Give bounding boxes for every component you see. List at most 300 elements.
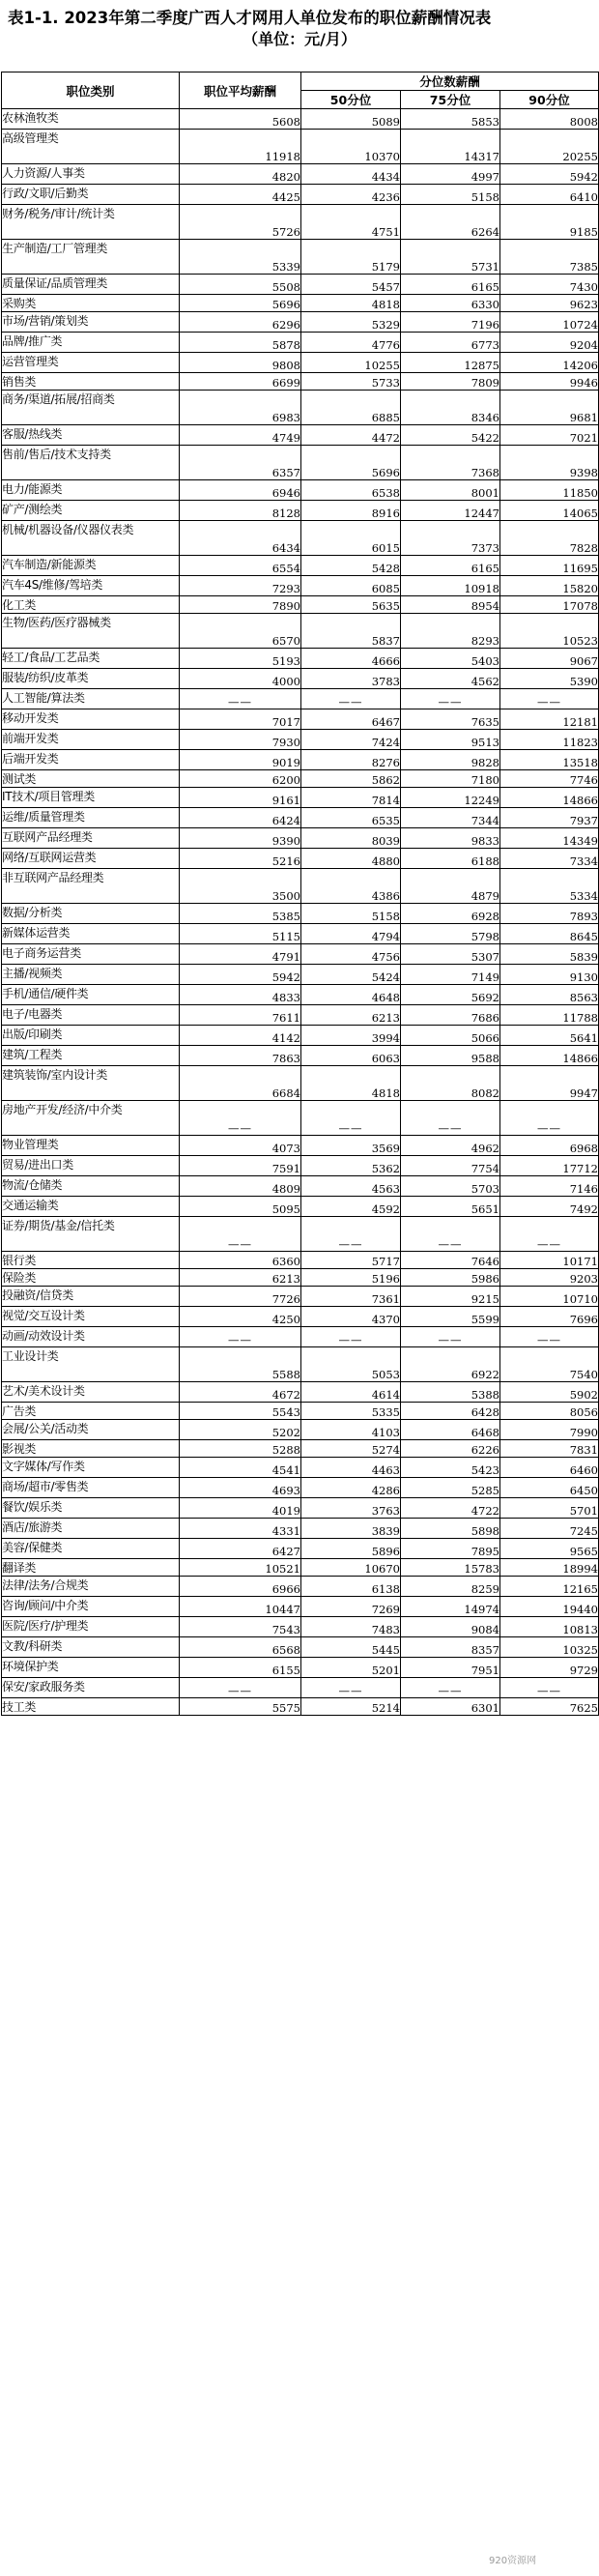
p50-cell: 3839	[301, 1519, 401, 1539]
category-cell: 交通运输类	[2, 1197, 180, 1217]
average-cell: 6434	[180, 521, 301, 556]
category-cell: 网络/互联网运营类	[2, 849, 180, 869]
category-cell: 技工类	[2, 1698, 180, 1716]
average-cell: 5942	[180, 965, 301, 985]
table-row	[2, 1420, 599, 1440]
table-row	[2, 1498, 599, 1519]
table-row	[2, 614, 599, 649]
average-cell: 6554	[180, 556, 301, 576]
average-cell: 6427	[180, 1539, 301, 1559]
p50-cell: 5635	[301, 596, 401, 614]
p75-cell: 7686	[401, 1005, 500, 1026]
p90-cell: 6450	[500, 1478, 599, 1498]
category-cell: 保险类	[2, 1269, 180, 1287]
category-cell: 人力资源/人事类	[2, 164, 180, 185]
category-cell: IT技术/项目管理类	[2, 788, 180, 808]
p75-cell: 6188	[401, 849, 500, 869]
p90-cell: 19440	[500, 1597, 599, 1617]
p90-cell: 7146	[500, 1176, 599, 1197]
category-cell: 化工类	[2, 596, 180, 614]
p75-cell: 5731	[401, 240, 500, 275]
average-cell: ——	[180, 1217, 301, 1252]
average-cell: 6155	[180, 1658, 301, 1678]
category-cell: 运维/质量管理类	[2, 808, 180, 828]
p75-cell: 5423	[401, 1458, 500, 1478]
p75-cell: 5986	[401, 1269, 500, 1287]
table-row	[2, 1617, 599, 1637]
p75-cell: 8001	[401, 480, 500, 501]
p50-cell: 5214	[301, 1698, 401, 1716]
p75-cell: 6428	[401, 1403, 500, 1420]
p75-cell: 6330	[401, 295, 500, 312]
p90-cell: 17712	[500, 1156, 599, 1176]
average-cell: 5608	[180, 109, 301, 130]
category-cell: 后端开发类	[2, 750, 180, 770]
table-body	[2, 109, 599, 1716]
p50-cell: 5837	[301, 614, 401, 649]
p50-cell: 4751	[301, 205, 401, 240]
average-cell: 4019	[180, 1498, 301, 1519]
average-cell: 5288	[180, 1440, 301, 1458]
p90-cell: 7828	[500, 521, 599, 556]
table-row	[2, 1458, 599, 1478]
p90-cell: 9729	[500, 1658, 599, 1678]
header-p50: 50分位	[301, 91, 401, 109]
category-cell: 人工智能/算法类	[2, 689, 180, 709]
table-row	[2, 1046, 599, 1066]
p75-cell: 5158	[401, 185, 500, 205]
p75-cell: 5798	[401, 924, 500, 944]
p50-cell: 5362	[301, 1156, 401, 1176]
p75-cell: 5651	[401, 1197, 500, 1217]
p50-cell: 5274	[301, 1440, 401, 1458]
p50-cell: 4818	[301, 1066, 401, 1101]
p75-cell: 6301	[401, 1698, 500, 1716]
p75-cell: 9833	[401, 828, 500, 849]
average-cell: ——	[180, 689, 301, 709]
header-average: 职位平均薪酬	[180, 72, 301, 109]
table-row	[2, 750, 599, 770]
average-cell: 5216	[180, 849, 301, 869]
category-cell: 影视类	[2, 1440, 180, 1458]
p75-cell: 14317	[401, 130, 500, 164]
p50-cell: 4434	[301, 164, 401, 185]
p75-cell: 12447	[401, 501, 500, 521]
header-category: 职位类别	[2, 72, 180, 109]
average-cell: 6213	[180, 1269, 301, 1287]
average-cell: 4000	[180, 669, 301, 689]
header-percentile-group: 分位数薪酬	[301, 72, 599, 91]
p90-cell: 9946	[500, 373, 599, 391]
table-row	[2, 295, 599, 312]
p90-cell: 9203	[500, 1269, 599, 1287]
average-cell: ——	[180, 1327, 301, 1347]
p50-cell: 4756	[301, 944, 401, 965]
p50-cell: 4614	[301, 1382, 401, 1403]
p90-cell: 14866	[500, 788, 599, 808]
p90-cell: 7937	[500, 808, 599, 828]
p50-cell: 7814	[301, 788, 401, 808]
category-cell: 高级管理类	[2, 130, 180, 164]
p75-cell: 7951	[401, 1658, 500, 1678]
p90-cell: 5902	[500, 1382, 599, 1403]
average-cell: 10521	[180, 1559, 301, 1577]
p75-cell: 7809	[401, 373, 500, 391]
p90-cell: 7893	[500, 904, 599, 924]
p90-cell: 5942	[500, 164, 599, 185]
category-cell: 建筑/工程类	[2, 1046, 180, 1066]
average-cell: 7293	[180, 576, 301, 596]
p50-cell: 5201	[301, 1658, 401, 1678]
category-cell: 轻工/食品/工艺品类	[2, 649, 180, 669]
p90-cell: 12181	[500, 709, 599, 730]
table-row	[2, 1066, 599, 1101]
p75-cell: 9513	[401, 730, 500, 750]
category-cell: 文教/科研类	[2, 1637, 180, 1658]
category-cell: 法律/法务/合规类	[2, 1577, 180, 1597]
table-row	[2, 869, 599, 904]
p90-cell: 11823	[500, 730, 599, 750]
p50-cell: 4648	[301, 985, 401, 1005]
p90-cell: 9623	[500, 295, 599, 312]
p75-cell: 5066	[401, 1026, 500, 1046]
category-cell: 售前/售后/技术支持类	[2, 446, 180, 480]
category-cell: 品牌/推广类	[2, 333, 180, 353]
category-cell: 商场/超市/零售类	[2, 1478, 180, 1498]
p50-cell: 4666	[301, 649, 401, 669]
table-row	[2, 1382, 599, 1403]
average-cell: 7611	[180, 1005, 301, 1026]
table-row	[2, 275, 599, 295]
category-cell: 咨询/顾问/中介类	[2, 1597, 180, 1617]
p50-cell: 6885	[301, 391, 401, 425]
table-row	[2, 446, 599, 480]
category-cell: 出版/印刷类	[2, 1026, 180, 1046]
p50-cell: 5335	[301, 1403, 401, 1420]
table-row	[2, 1519, 599, 1539]
p50-cell: 10670	[301, 1559, 401, 1577]
p75-cell: 9084	[401, 1617, 500, 1637]
p75-cell: 5422	[401, 425, 500, 446]
p75-cell: 4879	[401, 869, 500, 904]
p50-cell: 4286	[301, 1478, 401, 1498]
p75-cell: 7149	[401, 965, 500, 985]
category-cell: 物业管理类	[2, 1136, 180, 1156]
table-row	[2, 788, 599, 808]
p75-cell: 5403	[401, 649, 500, 669]
average-cell: 7890	[180, 596, 301, 614]
p90-cell: 9185	[500, 205, 599, 240]
table-row	[2, 1287, 599, 1307]
p90-cell: 10171	[500, 1252, 599, 1269]
p75-cell: 6468	[401, 1420, 500, 1440]
table-row	[2, 1478, 599, 1498]
p50-cell: 3783	[301, 669, 401, 689]
average-cell: 5588	[180, 1347, 301, 1382]
p75-cell: 8357	[401, 1637, 500, 1658]
p50-cell: 4592	[301, 1197, 401, 1217]
category-cell: 物流/仓储类	[2, 1176, 180, 1197]
p75-cell: 8259	[401, 1577, 500, 1597]
table-row	[2, 501, 599, 521]
p50-cell: 7269	[301, 1597, 401, 1617]
category-cell: 电力/能源类	[2, 480, 180, 501]
category-cell: 建筑装饰/室内设计类	[2, 1066, 180, 1101]
category-cell: 行政/文职/后勤类	[2, 185, 180, 205]
p75-cell: 4722	[401, 1498, 500, 1519]
p50-cell: 5445	[301, 1637, 401, 1658]
average-cell: 5696	[180, 295, 301, 312]
p50-cell: 5862	[301, 770, 401, 788]
p50-cell: ——	[301, 1101, 401, 1136]
average-cell: 5202	[180, 1420, 301, 1440]
p90-cell: 15820	[500, 576, 599, 596]
average-cell: 4073	[180, 1136, 301, 1156]
average-cell: 11918	[180, 130, 301, 164]
table-row	[2, 185, 599, 205]
unit-note: （单位：元/月）	[242, 30, 357, 48]
p90-cell: 9565	[500, 1539, 599, 1559]
table-row	[2, 1136, 599, 1156]
p75-cell: 8082	[401, 1066, 500, 1101]
category-cell: 汽车制造/新能源类	[2, 556, 180, 576]
table-row	[2, 1559, 599, 1577]
category-cell: 农林渔牧类	[2, 109, 180, 130]
p90-cell: 8563	[500, 985, 599, 1005]
category-cell: 环境保护类	[2, 1658, 180, 1678]
p90-cell: 8645	[500, 924, 599, 944]
table-row	[2, 333, 599, 353]
average-cell: 9808	[180, 353, 301, 373]
table-row	[2, 1269, 599, 1287]
p90-cell: 7696	[500, 1307, 599, 1327]
category-cell: 文字媒体/写作类	[2, 1458, 180, 1478]
p90-cell: 10724	[500, 312, 599, 333]
p50-cell: 6063	[301, 1046, 401, 1066]
average-cell: 9390	[180, 828, 301, 849]
table-row	[2, 1658, 599, 1678]
p90-cell: ——	[500, 1101, 599, 1136]
p75-cell: 7646	[401, 1252, 500, 1269]
category-cell: 贸易/进出口类	[2, 1156, 180, 1176]
p50-cell: 4818	[301, 295, 401, 312]
table-row	[2, 944, 599, 965]
p75-cell: ——	[401, 1678, 500, 1698]
category-cell: 质量保证/品质管理类	[2, 275, 180, 295]
category-cell: 商务/渠道/拓展/招商类	[2, 391, 180, 425]
p50-cell: 5196	[301, 1269, 401, 1287]
category-cell: 非互联网产品经理类	[2, 869, 180, 904]
table-row	[2, 1403, 599, 1420]
salary-table	[1, 72, 599, 1716]
p90-cell: 10325	[500, 1637, 599, 1658]
table-row	[2, 808, 599, 828]
table-row	[2, 130, 599, 164]
average-cell: ——	[180, 1678, 301, 1698]
p50-cell: 3763	[301, 1498, 401, 1519]
p50-cell: 6535	[301, 808, 401, 828]
p90-cell: 18994	[500, 1559, 599, 1577]
p90-cell: 17078	[500, 596, 599, 614]
table-row	[2, 1217, 599, 1252]
p50-cell: 10370	[301, 130, 401, 164]
table-row	[2, 828, 599, 849]
table-row	[2, 480, 599, 501]
p90-cell: 7746	[500, 770, 599, 788]
average-cell: 4693	[180, 1478, 301, 1498]
p75-cell: 6928	[401, 904, 500, 924]
average-cell: 6946	[180, 480, 301, 501]
category-cell: 房地产开发/经济/中介类	[2, 1101, 180, 1136]
average-cell: 4833	[180, 985, 301, 1005]
average-cell: 4791	[180, 944, 301, 965]
table-row	[2, 1176, 599, 1197]
table-row	[2, 1347, 599, 1382]
p50-cell: 5089	[301, 109, 401, 130]
table-row	[2, 730, 599, 750]
category-cell: 服装/纺织/皮革类	[2, 669, 180, 689]
category-cell: 证券/期货/基金/信托类	[2, 1217, 180, 1252]
average-cell: 5339	[180, 240, 301, 275]
average-cell: 6966	[180, 1577, 301, 1597]
table-row	[2, 576, 599, 596]
table-row	[2, 205, 599, 240]
average-cell: 4809	[180, 1176, 301, 1197]
table-row	[2, 425, 599, 446]
table-row	[2, 1026, 599, 1046]
p90-cell: 14866	[500, 1046, 599, 1066]
p75-cell: 9828	[401, 750, 500, 770]
average-cell: 5115	[180, 924, 301, 944]
average-cell: 3500	[180, 869, 301, 904]
category-cell: 主播/视频类	[2, 965, 180, 985]
header-p90: 90分位	[500, 91, 599, 109]
category-cell: 投融资/信贷类	[2, 1287, 180, 1307]
average-cell: 10447	[180, 1597, 301, 1617]
category-cell: 运营管理类	[2, 353, 180, 373]
category-cell: 矿产/测绘类	[2, 501, 180, 521]
p50-cell: 5329	[301, 312, 401, 333]
table-row	[2, 521, 599, 556]
table-header	[2, 72, 599, 109]
p75-cell: 9588	[401, 1046, 500, 1066]
average-cell: 4749	[180, 425, 301, 446]
p90-cell: 9398	[500, 446, 599, 480]
p50-cell: ——	[301, 689, 401, 709]
average-cell: 7726	[180, 1287, 301, 1307]
table-row	[2, 1252, 599, 1269]
p90-cell: 10813	[500, 1617, 599, 1637]
table-row	[2, 924, 599, 944]
p90-cell: 20255	[500, 130, 599, 164]
table-row	[2, 1197, 599, 1217]
p50-cell: 6213	[301, 1005, 401, 1026]
average-cell: 6983	[180, 391, 301, 425]
average-cell: 6424	[180, 808, 301, 828]
p50-cell: 5717	[301, 1252, 401, 1269]
p50-cell: 4776	[301, 333, 401, 353]
table-row	[2, 164, 599, 185]
table-row	[2, 849, 599, 869]
table-row	[2, 985, 599, 1005]
average-cell: 9161	[180, 788, 301, 808]
p90-cell: 5641	[500, 1026, 599, 1046]
average-cell: 6296	[180, 312, 301, 333]
p90-cell: 7492	[500, 1197, 599, 1217]
p90-cell: ——	[500, 1327, 599, 1347]
average-cell: 4425	[180, 185, 301, 205]
p90-cell: 13518	[500, 750, 599, 770]
p90-cell: 7385	[500, 240, 599, 275]
p90-cell: 11850	[500, 480, 599, 501]
p90-cell: ——	[500, 1678, 599, 1698]
p75-cell: 6226	[401, 1440, 500, 1458]
category-cell: 动画/动效设计类	[2, 1327, 180, 1347]
average-cell: 5726	[180, 205, 301, 240]
average-cell: 6568	[180, 1637, 301, 1658]
category-cell: 电子商务运营类	[2, 944, 180, 965]
category-cell: 汽车4S/维修/驾培类	[2, 576, 180, 596]
table-row	[2, 669, 599, 689]
table-row	[2, 1101, 599, 1136]
average-cell: 5193	[180, 649, 301, 669]
p50-cell: 6015	[301, 521, 401, 556]
p50-cell: 6085	[301, 576, 401, 596]
p75-cell: 15783	[401, 1559, 500, 1577]
table-row	[2, 689, 599, 709]
table-row	[2, 1698, 599, 1716]
p90-cell: 8056	[500, 1403, 599, 1420]
p90-cell: ——	[500, 689, 599, 709]
p90-cell: 5839	[500, 944, 599, 965]
category-cell: 美容/保健类	[2, 1539, 180, 1559]
average-cell: 5385	[180, 904, 301, 924]
category-cell: 手机/通信/硬件类	[2, 985, 180, 1005]
category-cell: 生物/医药/医疗器械类	[2, 614, 180, 649]
average-cell: 7543	[180, 1617, 301, 1637]
table-row	[2, 1440, 599, 1458]
p50-cell: 5053	[301, 1347, 401, 1382]
p75-cell: 5307	[401, 944, 500, 965]
p90-cell: 10523	[500, 614, 599, 649]
average-cell: 6699	[180, 373, 301, 391]
category-cell: 视觉/交互设计类	[2, 1307, 180, 1327]
table-row	[2, 965, 599, 985]
p90-cell: 6460	[500, 1458, 599, 1478]
p90-cell: 8008	[500, 109, 599, 130]
category-cell: 前端开发类	[2, 730, 180, 750]
p50-cell: 7361	[301, 1287, 401, 1307]
average-cell: 6200	[180, 770, 301, 788]
table-row	[2, 1539, 599, 1559]
table-row	[2, 1597, 599, 1617]
category-cell: 酒店/旅游类	[2, 1519, 180, 1539]
p50-cell: 6467	[301, 709, 401, 730]
p90-cell: 9947	[500, 1066, 599, 1101]
category-cell: 保安/家政服务类	[2, 1678, 180, 1698]
p75-cell: 5853	[401, 109, 500, 130]
category-cell: 电子/电器类	[2, 1005, 180, 1026]
p50-cell: 3994	[301, 1026, 401, 1046]
table-row	[2, 1156, 599, 1176]
p75-cell: 5703	[401, 1176, 500, 1197]
average-cell: 7017	[180, 709, 301, 730]
p90-cell: 7430	[500, 275, 599, 295]
table-row	[2, 109, 599, 130]
p50-cell: 5179	[301, 240, 401, 275]
category-cell: 餐饮/娱乐类	[2, 1498, 180, 1519]
average-cell: 5575	[180, 1698, 301, 1716]
